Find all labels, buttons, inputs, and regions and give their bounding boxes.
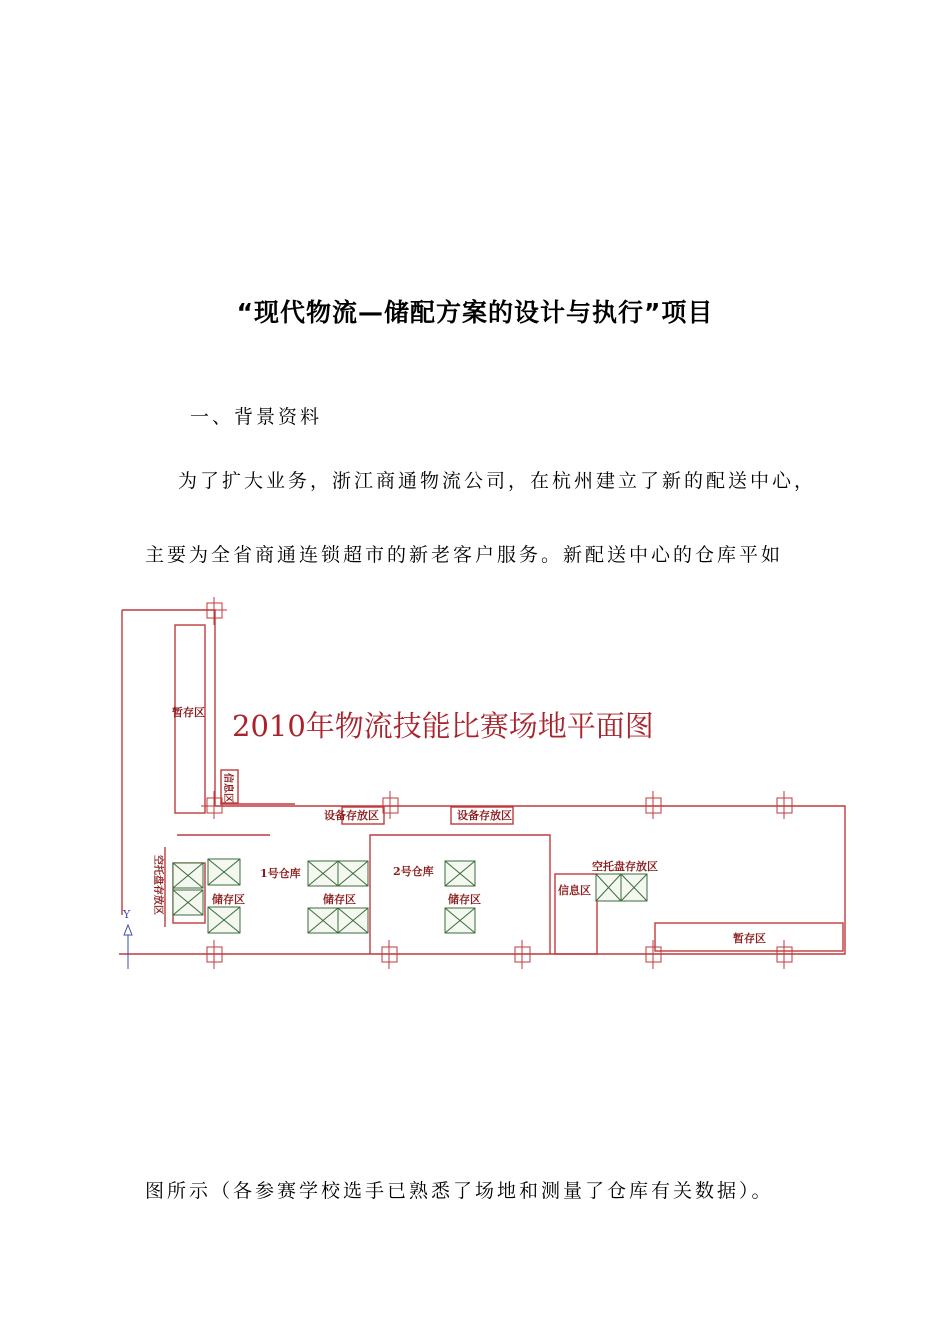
label-empty-pallet-right: 空托盘存放区 [592, 860, 658, 873]
label-warehouse-1: 1号仓库 [260, 867, 301, 880]
floor-plan-diagram [115, 597, 855, 969]
label-temp-storage-right: 暂存区 [733, 932, 766, 945]
label-info-area: 信息区 [558, 884, 591, 897]
paragraph-line-2: 主要为全省商通连锁超市的新老客户服务。新配送中心的仓库平如 [145, 544, 784, 566]
rack-left [173, 863, 203, 915]
label-equipment-area-2: 设备存放区 [457, 809, 512, 822]
label-info-area-vertical: 信息区 [222, 773, 233, 803]
label-storage-area-2: 储存区 [323, 893, 356, 906]
label-warehouse-2: 2号仓库 [393, 865, 434, 878]
label-storage-area-1: 储存区 [212, 893, 245, 906]
label-storage-area-3: 储存区 [448, 893, 481, 906]
label-temp-storage-left: 暂存区 [172, 706, 205, 719]
floor-plan-title: 2010年物流技能比赛场地平面图 [232, 709, 654, 743]
section-heading: 一、背景资料 [190, 406, 323, 428]
paragraph-line-1: 为了扩大业务，浙江商通物流公司，在杭州建立了新的配送中心， [178, 470, 817, 492]
y-axis-arrow [124, 925, 132, 969]
label-equipment-area-1: 设备存放区 [324, 809, 379, 822]
column-markers [201, 597, 797, 969]
rack-right [596, 874, 647, 901]
document-title: “现代物流—储配方案的设计与执行”项目 [236, 298, 714, 327]
paragraph-line-3: 图所示（各参赛学校选手已熟悉了场地和测量了仓库有关数据）。 [145, 1180, 774, 1202]
axis-y-label: Y [123, 908, 131, 921]
label-empty-pallet-left: 空托盘存放区 [152, 855, 163, 915]
